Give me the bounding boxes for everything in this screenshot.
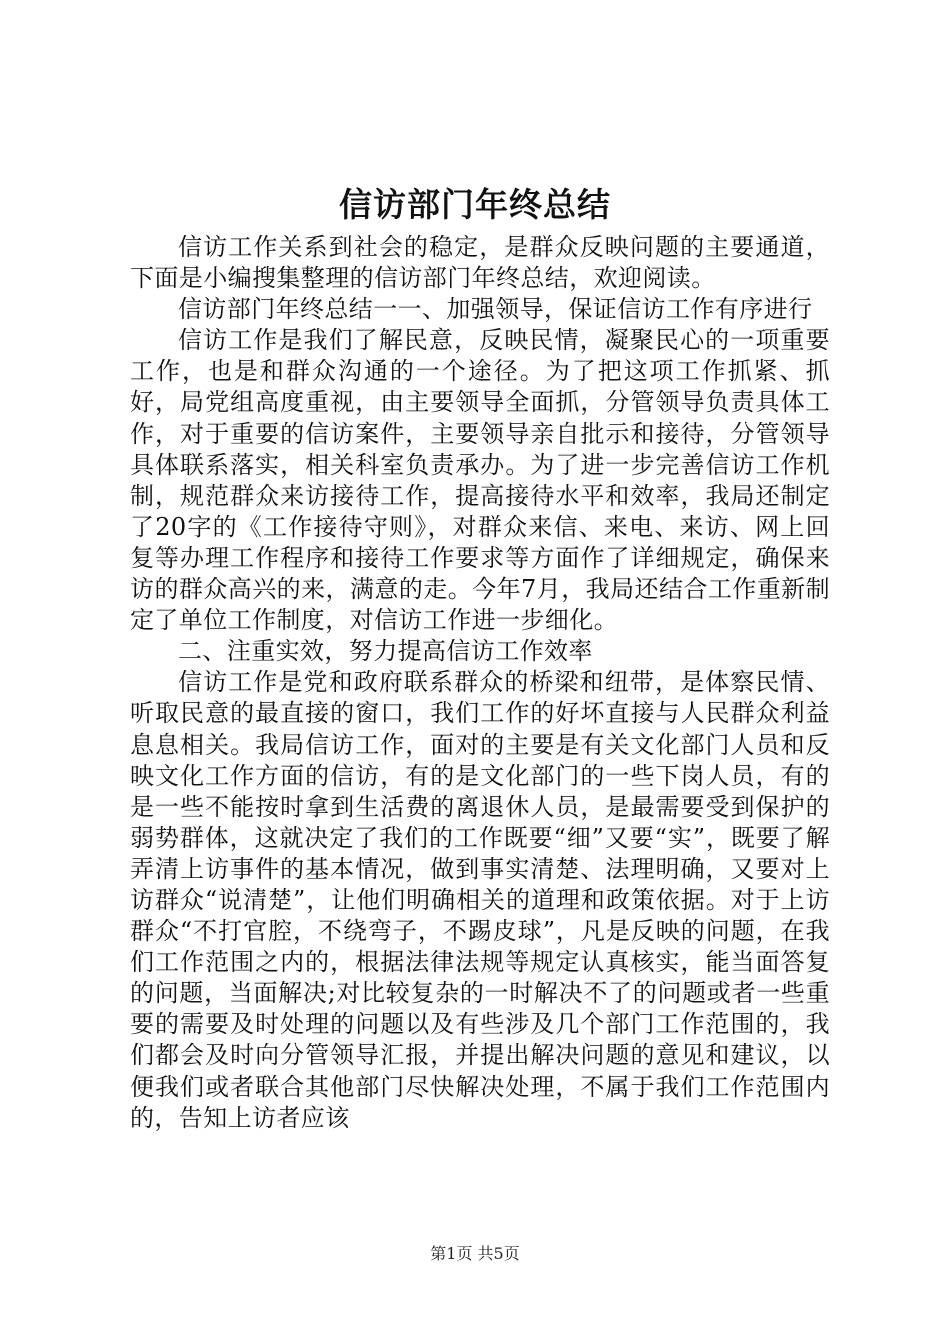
paragraph-section-one-heading: 信访部门年终总结一一、加强领导，保证信访工作有序进行 [178,295,813,324]
paragraph-section-two-body: 信访工作是党和政府联系群众的桥梁和纽带，是体察民情、听取民意的最直接的窗口，我们工作的好坏直接与人民群众利益息息相关。我局信访工作，面对的主要是有关文化部门人员和反映文化工作方面的信访，有的是文化部门的一些下岗人员，有的是一些不能按时拿到生活费的离退休人员，是最需要受到保护的弱势群体，这就决定了我们的工作既要“细”又要“实”，既要了解弄清上访事件的基本情况，做到事实清楚、法理明确，又要对上访群众“说清楚”，让他们明确相关的道理和政策依据。对于上访群众“不打官腔，不绕弯子，不踢皮球”，凡是反映的问题，在我们工作范围之内的，根据法律法规等规定认真核实，能当面答复的问题，当面解决;对比较复杂的一时解决不了的问题或者一些重要的需要及时处理的问题以及有些涉及几个部门工作范围的，我们都会及时向分管领导汇报，并提出解决问题的意见和建议，以便我们或者联合其他部门尽快解决处理，不属于我们工作范围内的，告知上访者应该 [130,668,830,1132]
paragraph-intro: 信访工作关系到社会的稳定，是群众反映问题的主要通道，下面是小编搜集整理的信访部门年终总结，欢迎阅读。 [130,233,830,293]
document-title: 信访部门年终总结 [339,185,611,224]
paragraph-section-two-heading: 二、注重实效，努力提高信访工作效率 [178,637,593,666]
page-footer: 第1页 共5页 [430,1244,520,1263]
document-body [130,232,830,1134]
paragraph-section-one-body: 信访工作是我们了解民意，反映民情，凝聚民心的一项重要工作，也是和群众沟通的一个途径。为了把这项工作抓紧、抓好，局党组高度重视，由主要领导全面抓，分管领导负责具体工作，对于重要的信访案件，主要领导亲自批示和接待，分管领导具体联系落实，相关科室负责承办。为了进一步完善信访工作机制，规范群众来访接待工作，提高接待水平和效率，我局还制定了20字的《工作接待守则》，对群众来信、来电、来访、网上回复等办理工作程序和接待工作要求等方面作了详细规定，确保来访的群众高兴的来，满意的走。今年7月，我局还结合工作重新制定了单位工作制度，对信访工作进一步细化。 [130,326,830,635]
